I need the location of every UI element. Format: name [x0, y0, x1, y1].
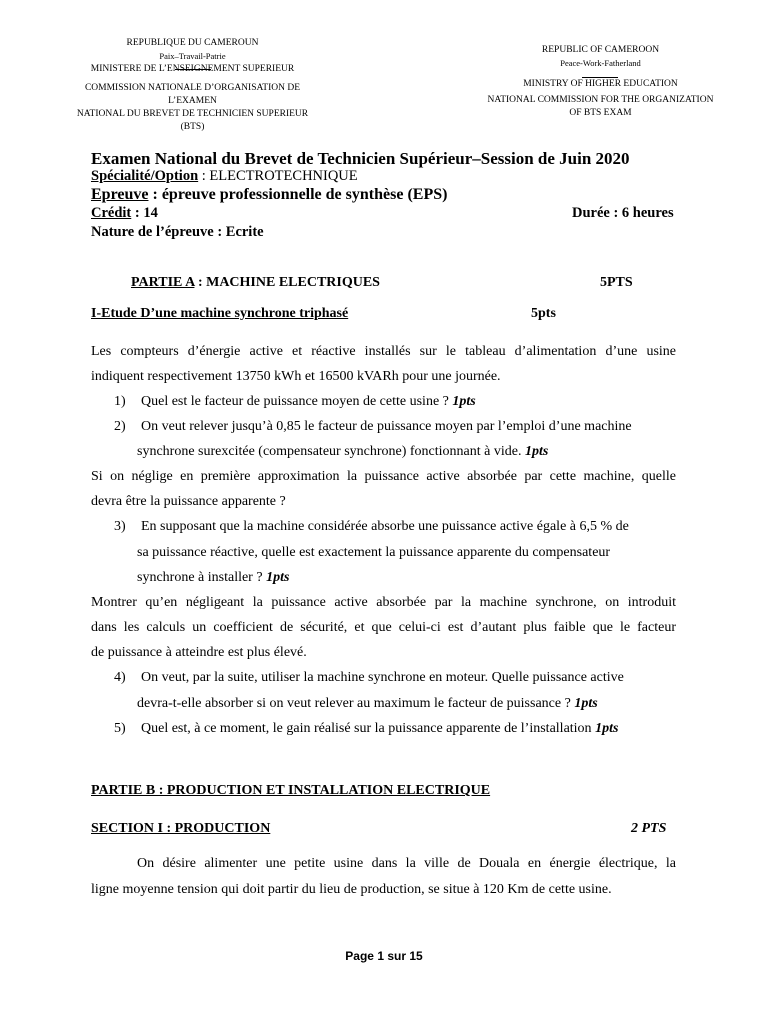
q3-points: 1pts: [266, 570, 290, 585]
credit-line: [91, 205, 158, 222]
header-right-line: OF BTS EXAM: [569, 108, 632, 118]
q5-number: 5): [114, 721, 126, 736]
para3-line: Montrer qu’en négligeant la puissance active absorbée par la machine synchrone, on introduit: [91, 595, 676, 610]
q3-number: 3): [114, 519, 126, 534]
header-right-line: NATIONAL COMMISSION FOR THE ORGANIZATION: [487, 95, 714, 105]
para-b-line: ligne moyenne tension qui doit partir du lieu de production, se situe à 120 Km de cette usine.: [91, 882, 612, 897]
specialite-line: [91, 168, 358, 185]
intro-line: Les compteurs d’énergie active et réactive installés sur le tableau d’alimentation d’une usine: [91, 344, 676, 359]
q5-line: [141, 721, 618, 737]
partie-a-points: 5PTS: [600, 275, 633, 290]
q1-text: [141, 394, 476, 410]
para-b-line: On désire alimenter une petite usine dans la ville de Douala en énergie électrique, la: [137, 856, 676, 871]
section-1-points: 5pts: [531, 306, 556, 321]
para2-line: Si on néglige en première approximation la puissance active absorbée par cette machine, quelle: [91, 469, 676, 484]
para2-line: devra être la puissance apparente ?: [91, 494, 286, 509]
q3-line: sa puissance réactive, quelle est exactement la puissance apparente du compensateur: [137, 545, 611, 560]
header-left-line: L’EXAMEN: [168, 96, 217, 106]
header-left-line: Paix–Travail-Patrie: [159, 51, 226, 61]
q1-question: Quel est le facteur de puissance moyen de cette usine ?: [141, 394, 453, 409]
q3-line: [137, 570, 289, 586]
header-left: [55, 37, 330, 134]
partie-a-label: PARTIE A: [131, 275, 195, 290]
header-left-line: NATIONAL DU BREVET DE TECHNICIEN SUPERIEUR: [76, 109, 309, 119]
q4-line: On veut, par la suite, utiliser la machine synchrone en moteur. Quelle puissance active: [141, 670, 624, 685]
header-right-line: REPUBLIC OF CAMEROON: [541, 45, 660, 55]
header-right-line: Peace-Work-Fatherland: [560, 58, 641, 68]
partie-a-title: : MACHINE ELECTRIQUES: [194, 275, 380, 290]
header-right-divider: [582, 77, 618, 78]
section-b1-label: SECTION I : PRODUCTION: [91, 821, 271, 836]
epreuve-label: Epreuve: [91, 186, 149, 203]
q2-line: On veut relever jusqu’à 0,85 le facteur de puissance moyen par l’emploi d’une machine: [141, 419, 632, 434]
q2-points: 1pts: [524, 444, 549, 459]
q3-question: synchrone à installer ?: [137, 570, 267, 585]
q5-question: Quel est, à ce moment, le gain réalisé sur la puissance apparente de l’installation: [141, 721, 596, 736]
header-right: [468, 44, 733, 120]
header-left-line: MINISTERE DE L’ENSEIGNEMENT SUPERIEUR: [90, 64, 295, 74]
partie-a-heading: [131, 275, 380, 291]
header-right-line: MINISTRY OF HIGHER EDUCATION: [523, 79, 678, 89]
credit-label: Crédit: [91, 205, 132, 221]
q2-number: 2): [114, 419, 126, 434]
q3-line: En supposant que la machine considérée absorbe une puissance active égale à 6,5 % de: [141, 519, 629, 534]
q2-line: [137, 444, 548, 460]
partie-b-title: PARTIE B : PRODUCTION ET INSTALLATION ELECTRIQUE: [91, 783, 491, 798]
specialite-label: Spécialité/Option: [91, 168, 199, 184]
q1-number: 1): [114, 394, 126, 409]
header-left-divider: [175, 69, 211, 70]
intro-line: indiquent respectivement 13750 kWh et 16500 kVARh pour une journée.: [91, 369, 501, 384]
epreuve-value: : épreuve professionnelle de synthèse (EPS): [148, 186, 448, 203]
q2-question: synchrone surexcitée (compensateur synchrone) fonctionnant à vide.: [137, 444, 525, 459]
epreuve-line: [91, 186, 447, 204]
para3-line: de puissance à atteindre est plus élevé.: [91, 645, 307, 660]
credit-value: : 14: [131, 205, 158, 221]
nature-epreuve: Nature de l’épreuve : Ecrite: [91, 224, 264, 240]
section-1-title: I-Etude D’une machine synchrone triphasé: [91, 306, 349, 321]
specialite-value: : ELECTROTECHNIQUE: [198, 168, 358, 184]
q5-points: 1pts: [595, 721, 619, 736]
exam-title: Examen National du Brevet de Technicien Supérieur–Session de Juin 2020: [91, 149, 630, 168]
q4-question: devra-t-elle absorber si on veut relever au maximum le facteur de puissance ?: [137, 696, 575, 711]
header-left-line: COMMISSION NATIONALE D’ORGANISATION DE: [84, 83, 301, 93]
header-left-line: (BTS): [180, 122, 205, 132]
header-left-line: REPUBLIQUE DU CAMEROUN: [126, 38, 259, 48]
q1-points: 1pts: [452, 394, 476, 409]
section-b1-points: 2 PTS: [631, 821, 667, 836]
q4-line: [137, 696, 598, 712]
q4-points: 1pts: [574, 696, 598, 711]
duree: Durée : 6 heures: [572, 205, 674, 221]
q4-number: 4): [114, 670, 126, 685]
page-number: Page 1 sur 15: [345, 949, 423, 963]
para3-line: dans les calculs un coefficient de sécurité, et que celui-ci est d’autant plus faible que le facteur: [91, 620, 676, 635]
